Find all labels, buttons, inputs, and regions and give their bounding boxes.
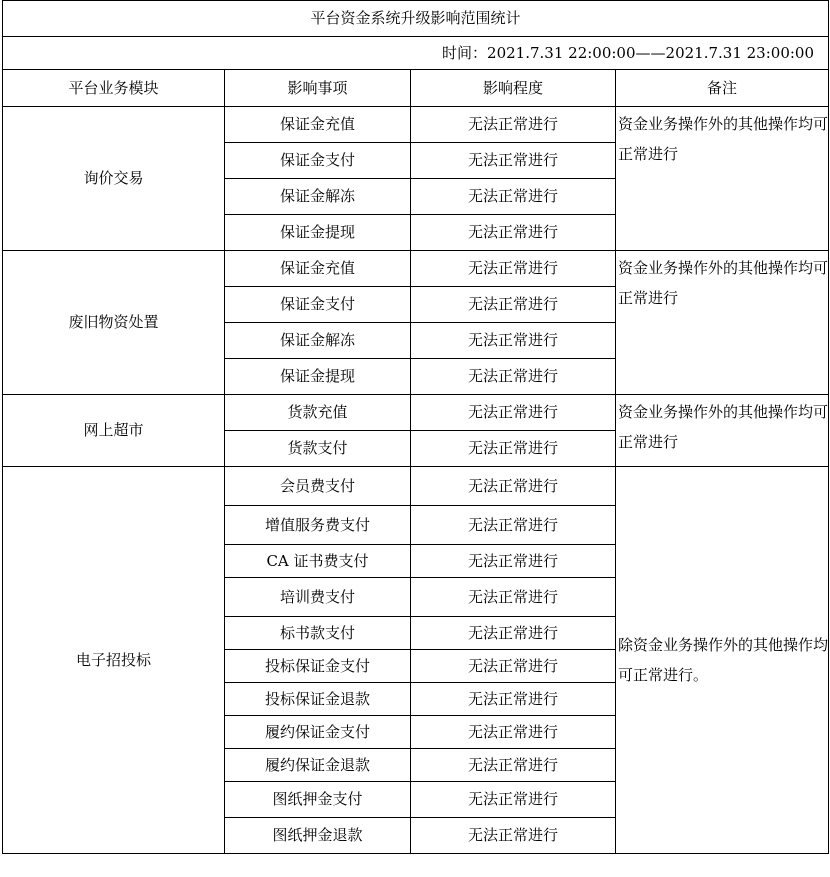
table-row bbox=[3, 467, 829, 506]
item-cell: 保证金支付 bbox=[225, 287, 411, 323]
time-row bbox=[3, 37, 829, 70]
note-cell: 资金业务操作外的其他操作均可正常进行 bbox=[616, 395, 829, 467]
impact-cell: 无法正常进行 bbox=[411, 107, 616, 143]
item-cell: 图纸押金退款 bbox=[225, 818, 411, 854]
module-cell: 网上超市 bbox=[3, 395, 225, 467]
module-cell: 废旧物资处置 bbox=[3, 251, 225, 395]
table-row bbox=[3, 251, 829, 287]
impact-cell: 无法正常进行 bbox=[411, 287, 616, 323]
item-cell: 图纸押金支付 bbox=[225, 782, 411, 818]
item-cell: 保证金解冻 bbox=[225, 179, 411, 215]
item-cell: 保证金提现 bbox=[225, 215, 411, 251]
item-cell: 货款充值 bbox=[225, 395, 411, 431]
note-cell: 资金业务操作外的其他操作均可正常进行 bbox=[616, 107, 829, 251]
impact-cell: 无法正常进行 bbox=[411, 716, 616, 749]
impact-cell: 无法正常进行 bbox=[411, 749, 616, 782]
header-item: 影响事项 bbox=[225, 70, 411, 107]
item-cell: 货款支付 bbox=[225, 431, 411, 467]
time-range: 时间：2021.7.31 22:00:00——2021.7.31 23:00:00 bbox=[3, 37, 829, 70]
header-note: 备注 bbox=[616, 70, 829, 107]
item-cell: CA 证书费支付 bbox=[225, 545, 411, 578]
impact-table bbox=[2, 0, 829, 854]
item-cell: 培训费支付 bbox=[225, 578, 411, 617]
impact-cell: 无法正常进行 bbox=[411, 650, 616, 683]
impact-cell: 无法正常进行 bbox=[411, 545, 616, 578]
impact-cell: 无法正常进行 bbox=[411, 467, 616, 506]
table-row bbox=[3, 107, 829, 143]
item-cell: 会员费支付 bbox=[225, 467, 411, 506]
item-cell: 投标保证金退款 bbox=[225, 683, 411, 716]
impact-cell: 无法正常进行 bbox=[411, 215, 616, 251]
item-cell: 保证金充值 bbox=[225, 251, 411, 287]
impact-cell: 无法正常进行 bbox=[411, 179, 616, 215]
impact-cell: 无法正常进行 bbox=[411, 617, 616, 650]
note-cell: 资金业务操作外的其他操作均可正常进行 bbox=[616, 251, 829, 395]
item-cell: 履约保证金支付 bbox=[225, 716, 411, 749]
item-cell: 增值服务费支付 bbox=[225, 506, 411, 545]
impact-cell: 无法正常进行 bbox=[411, 251, 616, 287]
impact-cell: 无法正常进行 bbox=[411, 359, 616, 395]
impact-cell: 无法正常进行 bbox=[411, 683, 616, 716]
item-cell: 标书款支付 bbox=[225, 617, 411, 650]
impact-cell: 无法正常进行 bbox=[411, 818, 616, 854]
impact-cell: 无法正常进行 bbox=[411, 395, 616, 431]
item-cell: 保证金提现 bbox=[225, 359, 411, 395]
item-cell: 保证金支付 bbox=[225, 143, 411, 179]
module-cell: 询价交易 bbox=[3, 107, 225, 251]
header-row bbox=[3, 70, 829, 107]
impact-cell: 无法正常进行 bbox=[411, 782, 616, 818]
item-cell: 保证金解冻 bbox=[225, 323, 411, 359]
title-row bbox=[3, 1, 829, 37]
impact-cell: 无法正常进行 bbox=[411, 143, 616, 179]
impact-cell: 无法正常进行 bbox=[411, 578, 616, 617]
table-title: 平台资金系统升级影响范围统计 bbox=[3, 1, 829, 37]
table-row bbox=[3, 395, 829, 431]
item-cell: 保证金充值 bbox=[225, 107, 411, 143]
header-module: 平台业务模块 bbox=[3, 70, 225, 107]
item-cell: 投标保证金支付 bbox=[225, 650, 411, 683]
impact-cell: 无法正常进行 bbox=[411, 431, 616, 467]
impact-cell: 无法正常进行 bbox=[411, 323, 616, 359]
item-cell: 履约保证金退款 bbox=[225, 749, 411, 782]
impact-cell: 无法正常进行 bbox=[411, 506, 616, 545]
module-cell: 电子招投标 bbox=[3, 467, 225, 854]
note-cell: 除资金业务操作外的其他操作均可正常进行。 bbox=[616, 467, 829, 854]
header-impact: 影响程度 bbox=[411, 70, 616, 107]
